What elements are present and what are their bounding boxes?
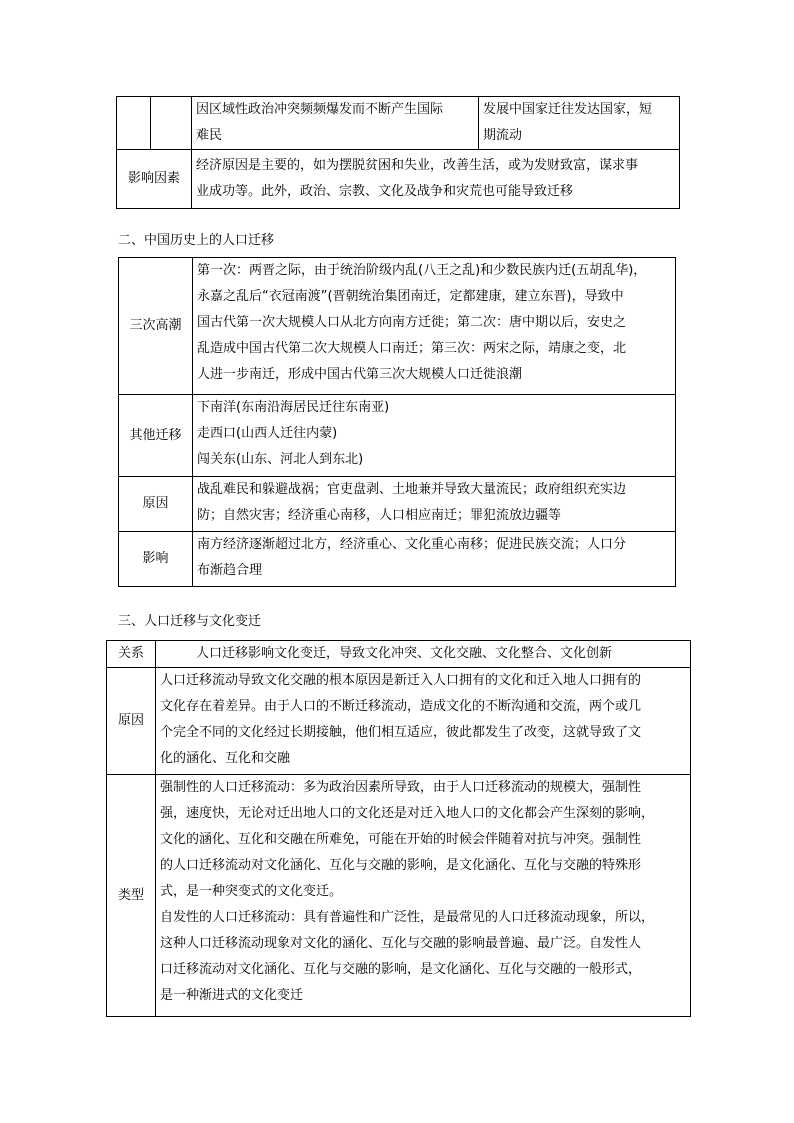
row-label-causes: 原因 [119,477,193,532]
table-row [117,150,680,209]
cell-text-line: 强制性的人口迁移流动：多为政治因素所导致，由于人口迁移流动的规模大，强制性 [160,780,642,795]
table-cell-three-peaks [193,258,676,395]
row-label-influencing-factors: 影响因素 [117,150,192,209]
section-heading-china-migration: 二、中国历史上的人口迁移 [118,233,275,248]
row-label-reason: 原因 [107,668,156,775]
table-cell-developing-countries [479,97,680,150]
cell-text-line: 这种人口迁移流动现象对文化的涵化、互化与交融的影响最普遍、最广泛。自发性人 [160,936,642,951]
cell-text-line: 布渐趋合理 [197,563,263,578]
cell-text-line: 防；自然灾害；经济重心南移，人口相应南迁；罪犯流放边疆等 [197,508,562,523]
cell-text-line: 南方经济逐渐超过北方，经济重心、文化重心南移；促进民族交流；人口分 [197,537,627,552]
table-row [119,532,676,587]
row-label-types: 类型 [107,775,156,1017]
cell-text-line: 是一种渐进式的文化变迁 [160,988,304,1003]
table-cell-empty [117,97,151,150]
table-row [119,258,676,395]
cell-text-line: 战乱难民和躲避战祸；官吏盘剥、土地兼并导致大量流民；政府组织充实边 [197,482,627,497]
cell-text-line: 文化存在着差异。由于人口的不断迁移流动，造成文化的不断沟通和交流，两个或几 [160,699,642,714]
cell-text-line: 经济原因是主要的，如为摆脱贫困和失业，改善生活，或为发财致富，谋求事 [196,158,639,173]
section-heading-migration-culture: 三、人口迁移与文化变迁 [118,614,262,629]
migration-type-table-continued [116,96,680,209]
china-migration-table [118,257,676,587]
table-cell-impact [193,532,676,587]
cell-text-line: 业成功等。此外，政治、宗教、文化及战争和灾荒也可能导致迁移 [196,184,574,199]
cell-text-line: 期流动 [483,128,523,143]
table-cell-other-migrations [193,395,676,477]
cell-text-line: 式，是一种突变式的文化变迁。 [160,884,343,899]
cell-text-line: 乱造成中国古代第二次大规模人口南迁；第三次：两宋之际，靖康之变，北 [197,341,627,356]
table-row [119,395,676,477]
cell-text-line: 因区域性政治冲突频频爆发而不断产生国际 [196,102,444,117]
cell-text-line: 强，速度快，无论对迁出地人口的文化还是对迁入地人口的文化都会产生深刻的影响， [160,806,655,821]
cell-text-line: 个完全不同的文化经过长期接触，他们相互适应，彼此都发生了改变，这就导致了文 [160,725,642,740]
table-cell-reason [156,668,691,775]
row-label-three-peaks: 三次高潮 [119,258,193,395]
cell-text-line: 化的涵化、互化和交融 [160,751,291,766]
table-row [107,668,691,775]
cell-text-line: 走西口(山西人迁往内蒙) [197,426,338,441]
cell-text-line: 第一次：两晋之际，由于统治阶级内乱(八王之乱)和少数民族内迁(五胡乱华)， [197,263,647,278]
migration-culture-table [106,640,691,1017]
table-cell-types [156,775,691,1017]
cell-text-line: 人进一步南迁，形成中国古代第三次大规模人口迁徙浪潮 [197,367,523,382]
table-row [107,775,691,1017]
cell-text-line: 闯关东(山东、河北人到东北) [197,452,364,467]
row-label-impact: 影响 [119,532,193,587]
row-label-other-migrations: 其他迁移 [119,395,193,477]
cell-text-line: 人口迁移影响文化变迁，导致文化冲突、文化交融、文化整合、文化创新 [196,646,613,661]
cell-text-line: 人口迁移流动导致文化交融的根本原因是新迁入人口拥有的文化和迁入地人口拥有的 [160,673,642,688]
row-label-relation: 关系 [107,641,156,668]
cell-text-line: 自发性的人口迁移流动：具有普遍性和广泛性，是最常见的人口迁移流动现象，所以， [160,910,655,925]
cell-text-line: 永嘉之乱后“衣冠南渡”(晋朝统治集团南迁，定都建康，建立东晋)，导致中 [197,289,624,304]
table-row [119,477,676,532]
table-cell-refugees [192,97,479,150]
cell-text-line: 口迁移流动对文化涵化、互化与交融的影响，是文化涵化、互化与交融的一般形式， [160,962,642,977]
table-cell-influencing-factors [192,150,680,209]
cell-text-line: 难民 [196,128,223,143]
table-cell-causes [193,477,676,532]
table-cell-empty [151,97,192,150]
cell-text-line: 发展中国家迁往发达国家，短 [483,102,653,117]
cell-text-line: 国古代第一次大规模人口从北方向南方迁徙；第二次：唐中期以后，安史之 [197,315,627,330]
cell-text-line: 文化的涵化、互化和交融在所难免，可能在开始的时候会伴随着对抗与冲突。强制性 [160,832,642,847]
table-row [117,97,680,150]
table-row [107,641,691,668]
table-cell-relation [156,641,691,668]
cell-text-line: 下南洋(东南沿海居民迁往东南亚) [197,400,390,415]
cell-text-line: 的人口迁移流动对文化涵化、互化与交融的影响，是文化涵化、互化与交融的特殊形 [160,858,642,873]
